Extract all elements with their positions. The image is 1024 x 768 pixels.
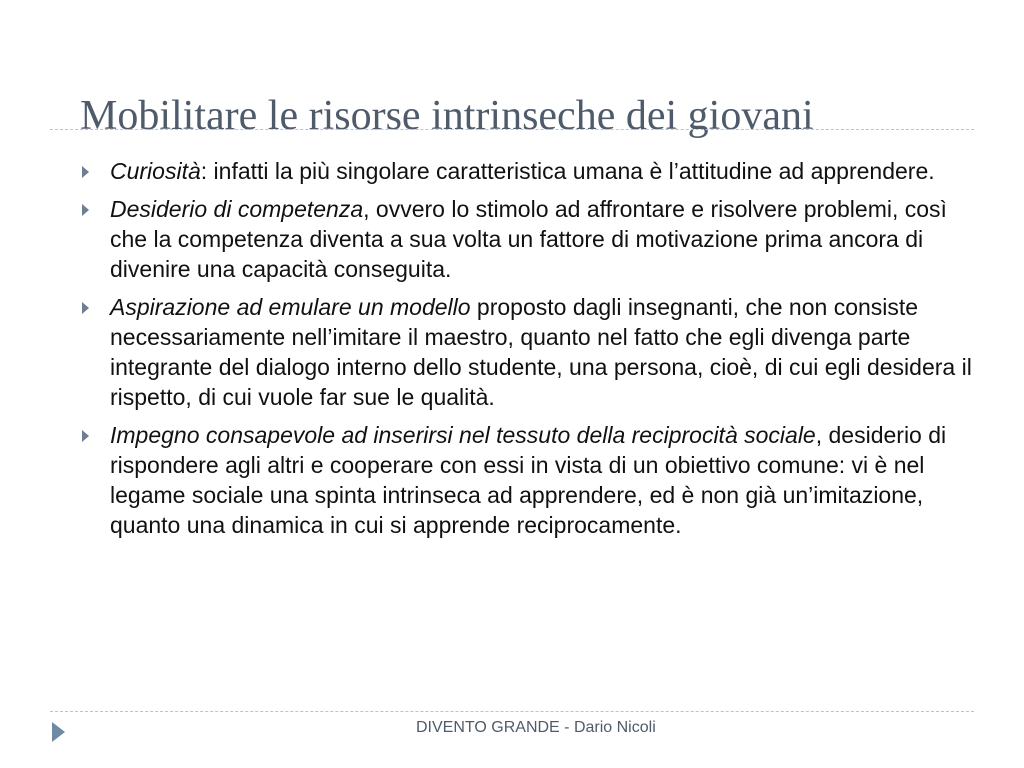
- footer-text: DIVENTO GRANDE - Dario Nicoli: [416, 719, 656, 736]
- triangle-right-icon: [82, 302, 89, 314]
- triangle-right-icon: [82, 166, 89, 178]
- bullet-text: : infatti la più singolare caratteristica umana è l’attitudine ad apprendere.: [200, 158, 935, 184]
- bullet-term: Curiosità: [110, 158, 201, 184]
- bullet-term: Aspirazione ad emulare un modello: [110, 294, 471, 320]
- triangle-right-icon: [82, 430, 89, 442]
- title-divider: [50, 129, 974, 130]
- bullet-item-curiosita: [82, 156, 982, 186]
- slide-title: Mobilitare le risorse intrinseche dei giovani: [80, 93, 814, 139]
- bullet-text: , ovvero lo stimolo ad affrontare e risolvere problemi, così che la competenza diventa a sua volta un fattore di motivazione prima ancora di divenire una capacità conseguita.: [110, 196, 947, 282]
- bullet-term: Impegno consapevole ad inserirsi nel tessuto della reciprocità sociale: [110, 422, 816, 448]
- bullet-text: , desiderio di rispondere agli altri e cooperare con essi in vista di un obiettivo comune: vi è nel legame sociale una spinta intrinseca ad apprendere, ed è non già un’imitazione, quanto una dinamica in cui si apprende reciprocamente.: [110, 422, 947, 538]
- bullet-item-competenza: [82, 194, 982, 284]
- bullet-item-reciprocita: [82, 420, 982, 540]
- footer-divider: [50, 711, 974, 712]
- bullet-text: proposto dagli insegnanti, che non consiste necessariamente nell’imitare il maestro, quanto nel fatto che egli divenga parte integrante del dialogo interno dello studente, una persona, cioè, di cui egli desidera il rispetto, di cui vuole far sue le qualità.: [110, 294, 972, 410]
- bullet-term: Desiderio di competenza: [110, 196, 364, 222]
- triangle-right-icon: [82, 204, 89, 216]
- bullet-list: [82, 156, 982, 548]
- bullet-item-modello: [82, 292, 982, 412]
- triangle-right-icon: [52, 722, 65, 742]
